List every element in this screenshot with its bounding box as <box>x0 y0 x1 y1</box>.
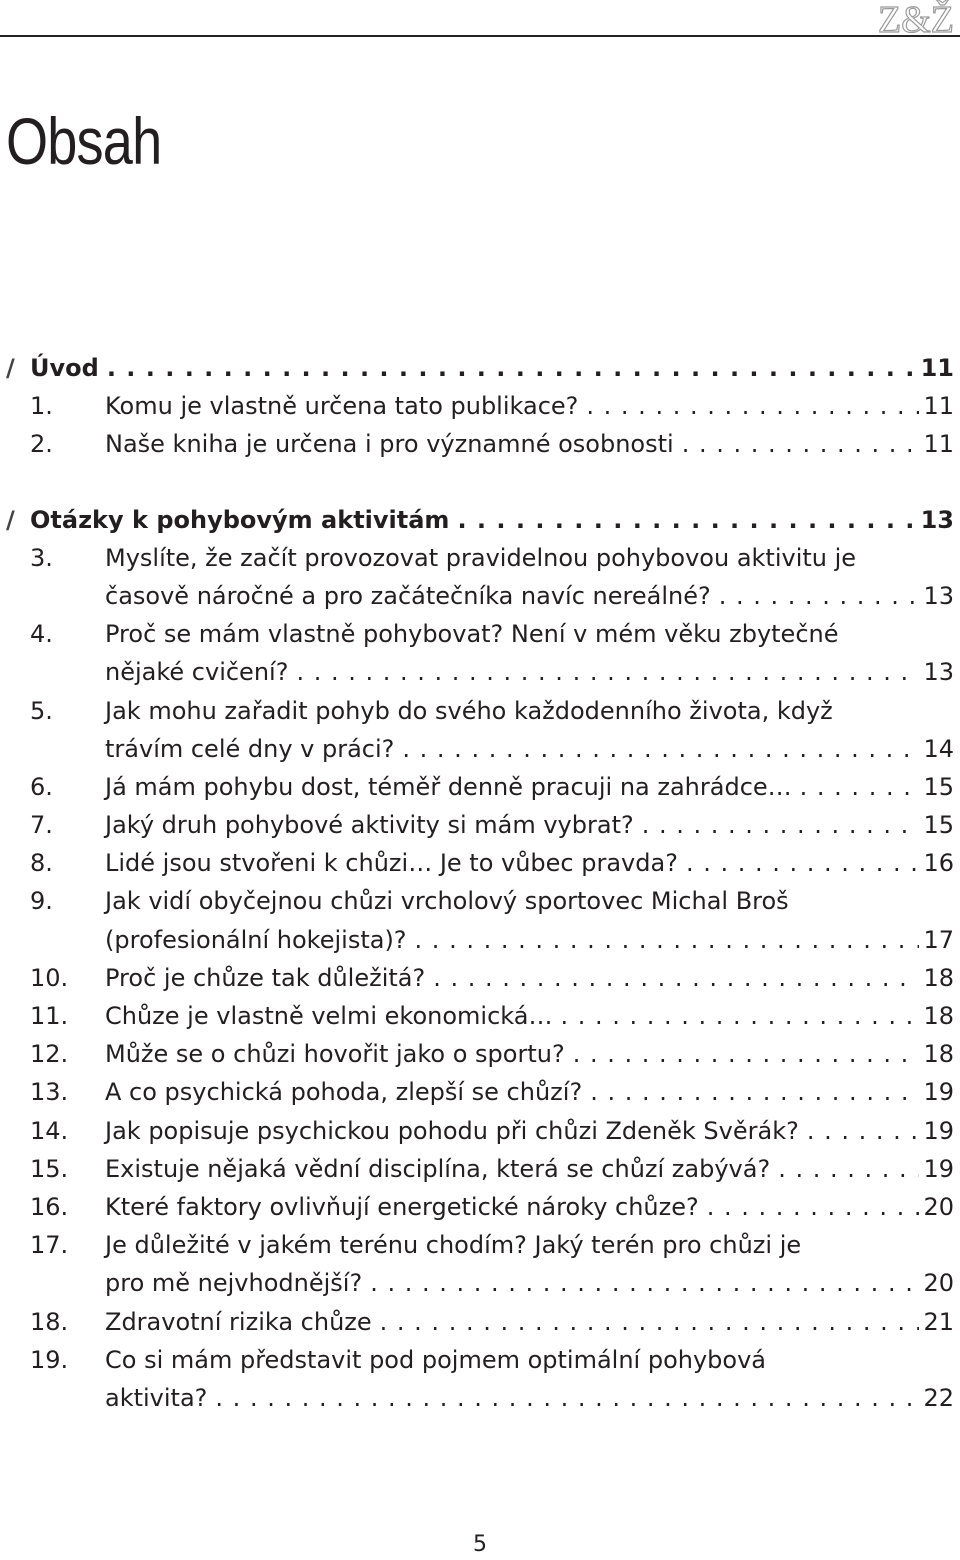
entry-page: 20 <box>923 1192 954 1221</box>
leader-dots <box>800 768 920 806</box>
entry-title: Jak vidí obyčejnou chůzi vrcholový sportovec Michal Broš <box>105 887 789 916</box>
entry-number: 18. <box>30 1307 69 1336</box>
section-marker: / <box>6 505 15 534</box>
entry-title: Komu je vlastně určena tato publikace? <box>105 392 579 421</box>
toc-entry-line <box>0 539 960 577</box>
entry-title: Jak popisuje psychickou pohodu při chůzi Zdeněk Svěrák? <box>105 1116 799 1145</box>
leader-dots <box>586 387 919 425</box>
toc-section-heading <box>0 501 960 539</box>
entry-page: 16 <box>923 849 954 878</box>
toc-entry-line <box>0 1379 960 1417</box>
toc-entry-line <box>0 1188 960 1226</box>
toc-entry-line <box>0 425 960 463</box>
entry-page: 19 <box>923 1116 954 1145</box>
entry-page: 11 <box>923 430 954 459</box>
section-title: Úvod <box>30 354 99 382</box>
leader-dots <box>590 1073 919 1111</box>
entry-number: 3. <box>30 543 53 572</box>
entry-page: 13 <box>923 581 954 610</box>
section-page: 13 <box>920 505 954 534</box>
entry-title: Lidé jsou stvořeni k chůzi… Je to vůbec pravda? <box>105 849 678 878</box>
toc-entry-line <box>0 1303 960 1341</box>
entry-title: Proč je chůze tak důležitá? <box>105 963 426 992</box>
leader-dots <box>642 806 920 844</box>
entry-number: 12. <box>30 1040 69 1069</box>
toc-section-heading <box>0 349 960 387</box>
entry-title: Jaký druh pohybové aktivity si mám vybrat? <box>105 811 634 840</box>
toc-entry-line <box>0 1341 960 1379</box>
entry-page: 15 <box>923 772 954 801</box>
entry-page: 19 <box>923 1154 954 1183</box>
entry-page: 15 <box>923 811 954 840</box>
entry-title: Zdravotní rizika chůze <box>105 1307 372 1336</box>
entry-number: 4. <box>30 620 53 649</box>
entry-title: Myslíte, že začít provozovat pravidelnou pohybovou aktivitu je <box>105 543 857 572</box>
leader-dots <box>560 997 919 1035</box>
entry-number: 5. <box>30 696 53 725</box>
table-of-contents <box>0 349 960 1454</box>
entry-number: 9. <box>30 887 53 916</box>
page-title: Obsah <box>6 104 162 178</box>
entry-page: 22 <box>923 1383 954 1412</box>
leader-dots <box>719 577 920 615</box>
toc-entry-line <box>0 1226 960 1264</box>
toc-entry-line <box>0 806 960 844</box>
entry-title: pro mě nejvhodnější? <box>105 1269 363 1298</box>
leader-dots <box>686 844 920 882</box>
entry-title: časově náročné a pro začátečníka navíc nereálné? <box>105 581 711 610</box>
leader-dots <box>402 730 919 768</box>
entry-title: Chůze je vlastně velmi ekonomická… <box>105 1002 553 1030</box>
leader-dots <box>370 1264 919 1302</box>
entry-page: 18 <box>923 1040 954 1069</box>
toc-entry-line <box>0 959 960 997</box>
entry-number: 6. <box>30 772 53 801</box>
leader-dots <box>457 501 916 539</box>
toc-entry-line <box>0 730 960 768</box>
entry-title: trávím celé dny v práci? <box>105 734 395 763</box>
entry-title: Já mám pohybu dost, téměř denně pracuji na zahrádce… <box>105 772 792 801</box>
entry-title: (profesionální hokejista)? <box>105 925 407 954</box>
toc-entry-line <box>0 768 960 806</box>
publisher-logo: Z&Ž <box>878 0 954 41</box>
leader-dots <box>215 1379 919 1417</box>
entry-title: Proč se mám vlastně pohybovat? Není v mém věku zbytečné <box>105 620 839 649</box>
toc-entry-line <box>0 921 960 959</box>
entry-number: 8. <box>30 849 53 878</box>
toc-entry-line <box>0 577 960 615</box>
entry-number: 14. <box>30 1116 69 1145</box>
entry-page: 18 <box>923 963 954 992</box>
entry-title: Které faktory ovlivňují energetické nároky chůze? <box>105 1192 699 1221</box>
entry-title: A co psychická pohoda, zlepší se chůzí? <box>105 1078 583 1107</box>
toc-entry-line <box>0 1035 960 1073</box>
section-page: 11 <box>920 354 954 382</box>
toc-entry-line <box>0 882 960 920</box>
entry-page: 19 <box>923 1078 954 1107</box>
entry-number: 15. <box>30 1154 69 1183</box>
entry-number: 11. <box>30 1002 69 1030</box>
toc-entry-line <box>0 1264 960 1302</box>
leader-dots <box>573 1035 920 1073</box>
entry-number: 10. <box>30 963 69 992</box>
leader-dots <box>778 1150 919 1188</box>
toc-entry-line <box>0 997 960 1035</box>
header-rule <box>0 35 960 37</box>
toc-entry-line <box>0 1073 960 1111</box>
entry-page: 18 <box>923 1002 954 1030</box>
leader-dots <box>107 349 917 387</box>
entry-number: 7. <box>30 811 53 840</box>
entry-title: Naše kniha je určena i pro významné osobnosti <box>105 430 674 459</box>
toc-entry-line <box>0 1112 960 1150</box>
leader-dots <box>415 921 920 959</box>
entry-page: 20 <box>923 1269 954 1298</box>
entry-page: 17 <box>923 925 954 954</box>
page-number: 5 <box>473 1532 487 1557</box>
entry-title: Může se o chůzi hovořit jako o sportu? <box>105 1040 565 1069</box>
entry-page: 21 <box>923 1307 954 1336</box>
entry-number: 1. <box>30 392 53 421</box>
entry-title: Jak mohu zařadit pohyb do svého každodenního života, když <box>105 696 833 725</box>
toc-section <box>0 501 960 1418</box>
toc-entry-line <box>0 692 960 730</box>
entry-page: 13 <box>923 658 954 687</box>
entry-page: 14 <box>923 734 954 763</box>
toc-entry-line <box>0 653 960 691</box>
section-marker: / <box>6 354 15 382</box>
toc-section <box>0 349 960 464</box>
toc-entry-line <box>0 387 960 425</box>
leader-dots <box>807 1112 920 1150</box>
toc-entry-line <box>0 844 960 882</box>
entry-number: 17. <box>30 1231 69 1260</box>
entry-title: nějaké cvičení? <box>105 658 289 687</box>
leader-dots <box>433 959 919 997</box>
section-title: Otázky k pohybovým aktivitám <box>30 505 450 534</box>
entry-number: 2. <box>30 430 53 459</box>
entry-number: 16. <box>30 1192 69 1221</box>
toc-entry-line <box>0 1150 960 1188</box>
leader-dots <box>380 1303 920 1341</box>
leader-dots <box>707 1188 920 1226</box>
entry-number: 13. <box>30 1078 69 1107</box>
entry-title: Co si mám představit pod pojmem optimální pohybová <box>105 1345 767 1374</box>
entry-title: Existuje nějaká vědní disciplína, která se chůzí zabývá? <box>105 1154 771 1183</box>
leader-dots <box>682 425 920 463</box>
entry-title: aktivita? <box>105 1383 208 1412</box>
leader-dots <box>296 653 919 691</box>
entry-title: Je důležité v jakém terénu chodím? Jaký terén pro chůzi je <box>105 1231 802 1260</box>
toc-entry-line <box>0 615 960 653</box>
entry-number: 19. <box>30 1345 69 1374</box>
entry-page: 11 <box>923 392 954 421</box>
